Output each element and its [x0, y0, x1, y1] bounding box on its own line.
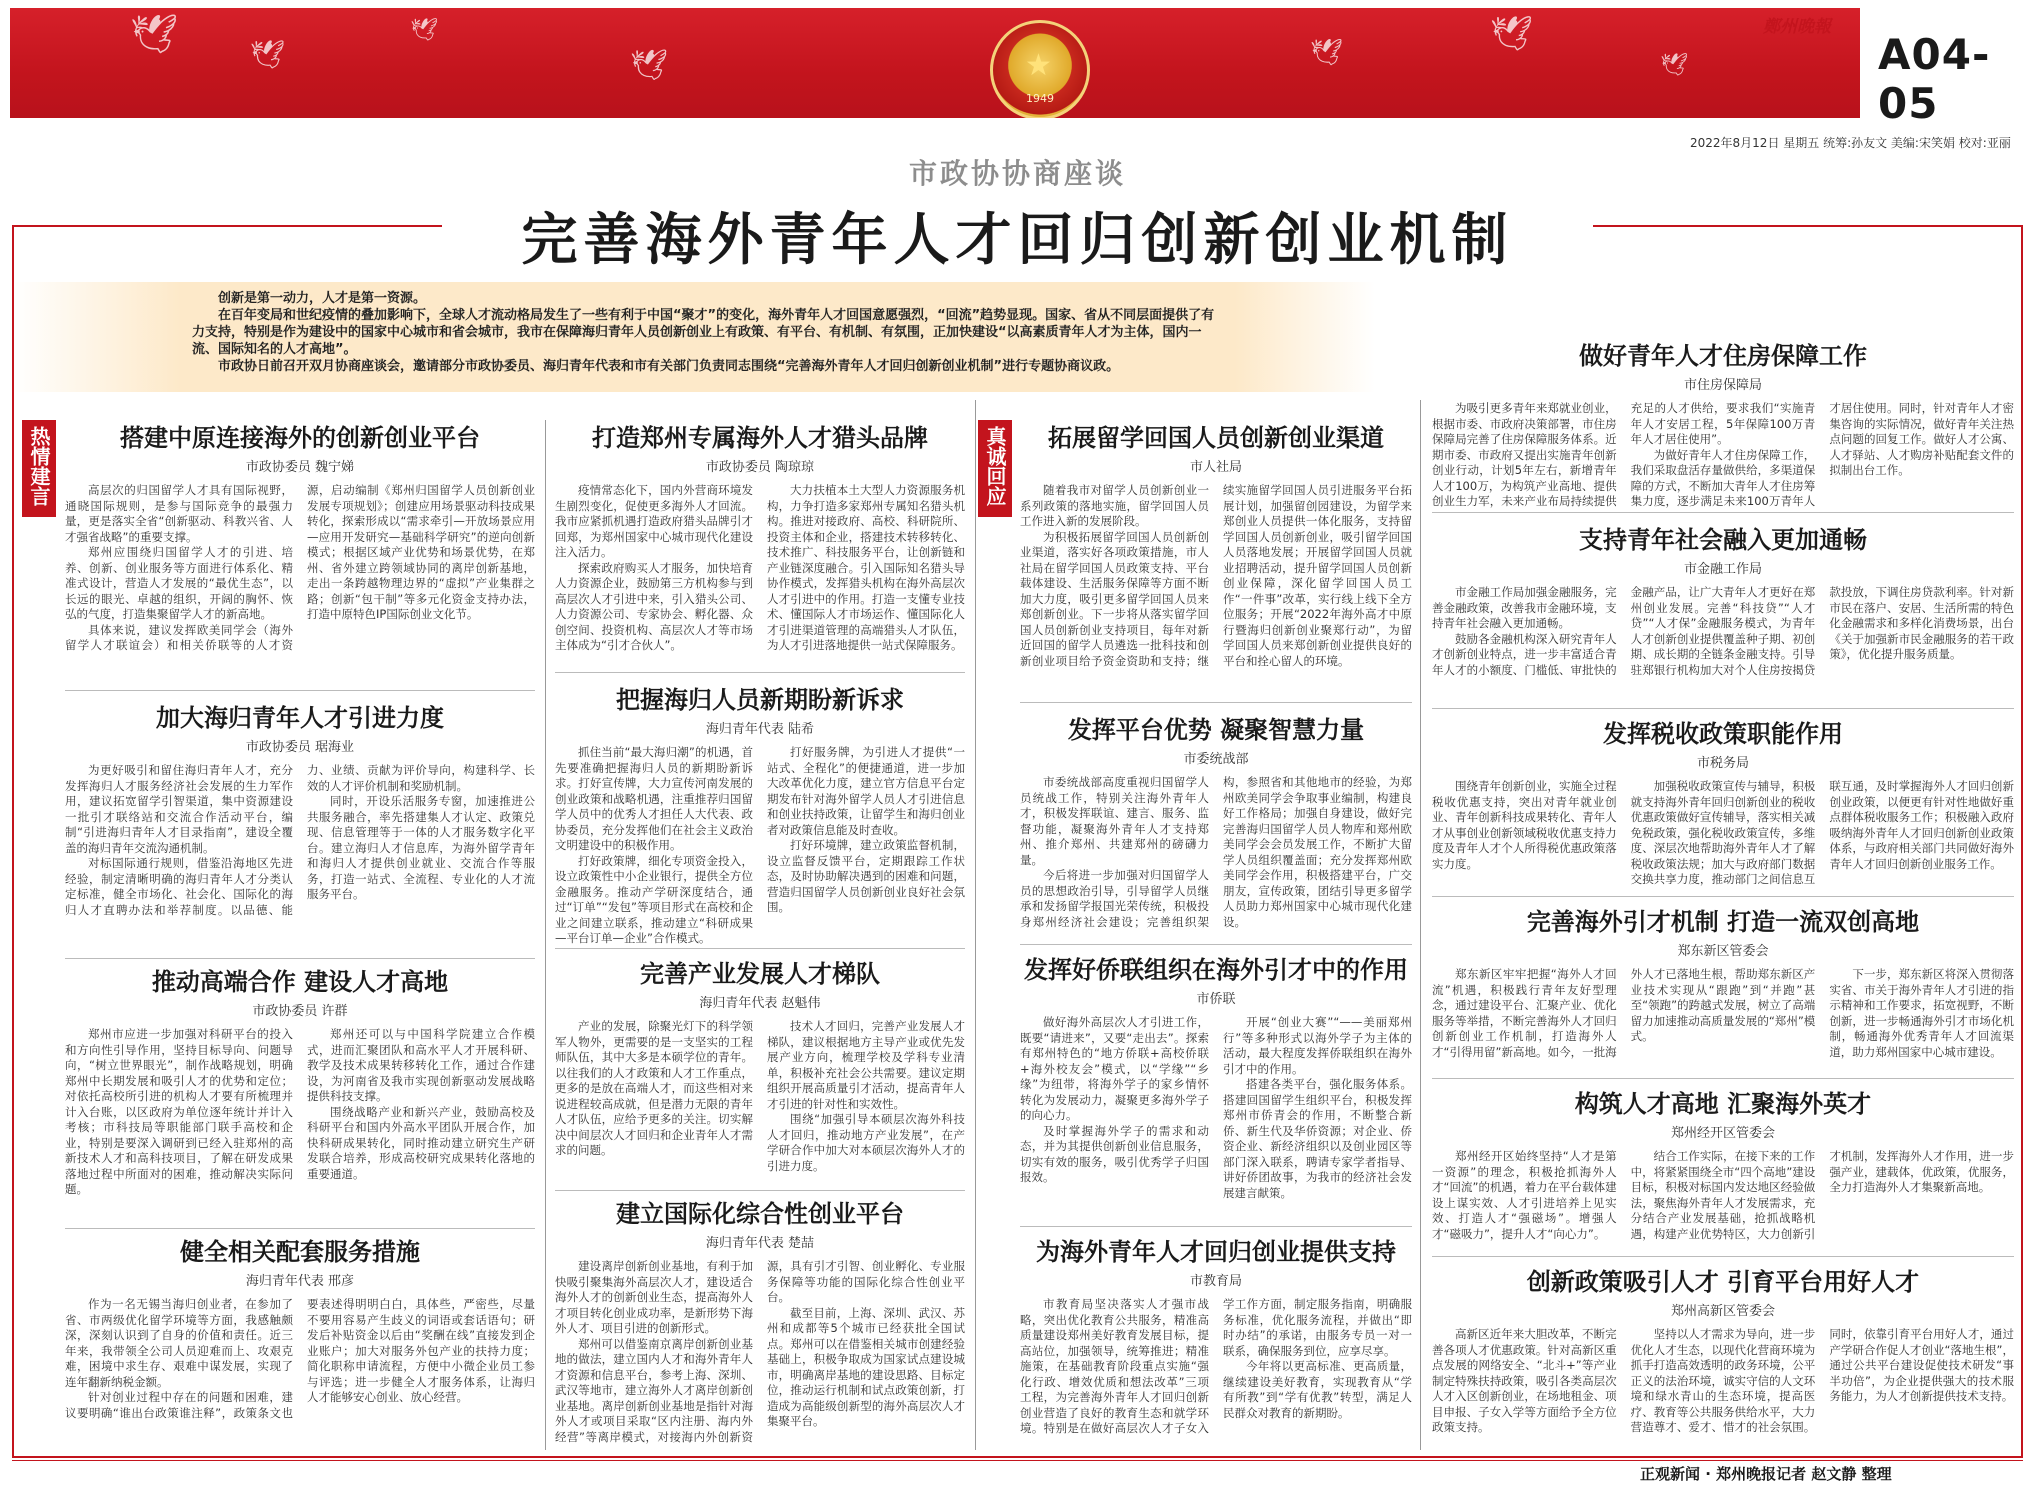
article-a9 — [1020, 418, 1412, 696]
article-separator — [555, 948, 965, 949]
article-separator — [65, 1228, 535, 1229]
article-title: 完善产业发展人才梯队 — [640, 960, 880, 988]
page-credit: 正观新闻 · 郑州晚报记者 赵文静 整理 — [1640, 1465, 1892, 1483]
dove-icon: 🕊 — [1310, 38, 1344, 68]
issue-meta: 2022年8月12日 星期五 统筹:孙友文 美编:宋笑娟 校对:亚丽 — [1690, 136, 2011, 150]
column-divider — [545, 420, 546, 1450]
article-a18 — [1432, 1262, 2014, 1452]
footer-rule — [12, 1460, 2023, 1461]
article-title: 发挥好侨联组织在海外引才中的作用 — [1024, 956, 1408, 984]
intro-paragraph: 市政协日前召开双月协商座谈会，邀请部分市政协委员、海归青年代表和市有关部门负责同志围绕“完善海外青年人才回归创新创业机制”进行专题协商议政。 — [218, 359, 1120, 374]
article-author: 市住房保障局 — [1683, 378, 1762, 393]
article-separator — [1020, 702, 1412, 703]
article-a5 — [555, 680, 965, 945]
article-a13 — [1432, 336, 2014, 508]
article-title: 搭建中原连接海外的创新创业平台 — [120, 424, 480, 452]
article-separator — [65, 690, 535, 691]
article-a11 — [1020, 950, 1412, 1222]
article-title: 加大海归青年人才引进力度 — [156, 704, 444, 732]
article-author: 市政协委员 许群 — [252, 1004, 348, 1019]
article-a16 — [1432, 902, 2014, 1072]
article-title: 健全相关配套服务措施 — [180, 1238, 420, 1266]
column-name: 市政协协商座谈 — [908, 157, 1126, 190]
article-title: 把握海归人员新期盼新诉求 — [616, 686, 904, 714]
article-author: 郑州经开区管委会 — [1670, 1126, 1775, 1141]
intro-fade-left — [12, 282, 180, 392]
section-tag-left: 热情建言 — [22, 420, 56, 517]
article-body: 市教育局坚决落实人才强市战略，突出优化教育公共服务，精准高质量建设郑州美好教育发展目标，提高站位，加强领导，统筹推进；精准施策，在基础教育阶段重点实施“强化行政、增效优质和想法改革”三项工程，为完善海外青年人才回归创新创业营造了良好的教育生态和就学环境。特别是在做好高层次人才子女入学工作方面，制定服务指南，明确服务标准，优化服务流程，并做出“即时办结”的承诺，由服务专员一对一联系，确保服务到位，应享尽享。 今年将以更高标准、更高质量，继续建设美好教育，实现教育从“学有所教”到“学有优教”转型，满足人民群众对教育的新期盼。 — [1020, 1297, 1412, 1435]
article-a17 — [1432, 1084, 2014, 1252]
article-author: 市委统战部 — [1183, 752, 1249, 767]
article-body: 随着我市对留学人员创新创业一系列政策的落地实施，留学回国人员工作进入新的发展阶段。 为积极拓展留学回国人员创新创业渠道，落实好各项政策措施，市人社局在留学回国人员政策支持、平台载体建设、生活服务保障等方面不断加大力度，吸引更多留学回国人员来郑创新创业。下一步将从落实留学回国人员创新创业支持项目，每年对新近回国的留学人员遴选一批科技和创新创业项目给予资金资助和支持；继续实施留学回国人员引进服务平台拓展计划，加强留创园建设，为留学来郑创业人员提供一体化服务，支持留学回国人员创新创业，吸引留学回国人员落地发展；开展留学回国人员就业招聘活动，提升留学回国人员创新创业保障，深化留学回国人员工作“一件事”改革，实行线上线下全方位服务；开展“2022年海外高才中原行暨海归创新创业聚郑行动”，为留学回国人员来郑创新创业提供良好的平台和拴心留人的环境。 — [1020, 483, 1412, 668]
article-separator — [555, 1190, 965, 1191]
article-a2 — [555, 418, 965, 663]
article-body: 市金融工作局加强金融服务，完善金融政策，改善我市金融环境，支持青年社会融入更加通畅。 鼓励各金融机构深入研究青年人才创新创业特点，进一步丰富适合青年人才的小额度、门槛低、审批快的金融产品，让广大青年人才更好在郑州创业发展。完善“科技贷”“人才贷”“人才保”金融服务模式，为青年人才创新创业提供覆盖种子期、初创期、成长期的全链条金融支持。引导驻郑银行机构加大对个人住房按揭贷款投放，下调住房贷款利率。针对新市民在落户、安居、生活所需的特色化金融需求和多样化消费场景，出台《关于加强新市民金融服务的若干政策》，优化提升服务质量。 — [1432, 585, 2014, 677]
paper-brand: 鄭州晚報 — [1763, 17, 1831, 37]
article-body: 郑州市应进一步加强对科研平台的投入和方向性引导作用，坚持目标导向、问题导向，“树立世界眼光”，制作战略规划，明确郑州中长期发展和吸引人才的优势和定位；对依托高校所引进的机构人才要有所梳理并计入台账，以区政府为单位逐年统计并计入考核；市科技局等职能部门联手高校和企业，特别是要深入调研到已经入驻郑州的高新技术人才和高科技项目，了解在研发成果落地过程中所面对的困难，推动解决实际问题。 郑州还可以与中国科学院建立合作模式，进而汇聚团队和高水平人才开展科研、教学及技术成果转移转化工作，通过合作建设，为河南省及我市实现创新驱动发展战略提供科技支撑。 围绕战略产业和新兴产业，鼓励高校及科研平台和国内外高水平团队开展合作，加快科研成果转化，同时推动建立研究生产研发联合培养，形成高校研究成果转化落地的重要通道。 — [65, 1027, 535, 1196]
article-body: 抓住当前“最大海归潮”的机遇，首先要准确把握海归人员的新期盼新诉求。打好宣传牌，大力宣传河南发展的创业政策和战略机遇，注重推荐归国留学人员中的优秀人才担任人大代表、政协委员，充分发挥他们在社会主义政治文明建设中的积极作用。 打好政策牌，细化专项资金投入，设立政策性中小企业银行，提供全方位金融服务。推动产学研深度结合，通过“订单”“发包”等项目形式在高校和企业之间建立联系，推动建立“科研成果—平台订单—企业”合作模式。 打好服务牌，为引进人才提供“一站式、全程化”的便捷通道，进一步加大改革优化力度，建立官方信息平台定期发布针对海外留学人员人才引进信息和创业扶持政策，让留学生和海归创业者对政策信息能及时查收。 打好环境牌，建立政策监督机制，设立监督反馈平台，定期跟踪工作状态，及时协助解决遇到的困难和问题，营造归国留学人员创新创业良好社会氛围。 — [555, 745, 965, 945]
article-title: 推动高端合作 建设人才高地 — [151, 968, 449, 996]
article-separator — [555, 672, 965, 673]
article-author: 市政协委员 魏宁娣 — [245, 460, 355, 475]
article-separator — [1432, 896, 2014, 897]
article-author: 市侨联 — [1196, 992, 1236, 1007]
article-body: 为更好吸引和留住海归青年人才，充分发挥海归人才服务经济社会发展的生力军作用，建议拓宽留学引智渠道，集中资源建设一批引才联络站和交流合作活动平台，编制“引进海归青年人才目录指南”，建设全覆盖的海归青年交流沟通机制。 对标国际通行规则，借鉴沿海地区先进经验，制定清晰明确的海归青年人才分类认定标准，健全市场化、社会化、国际化的海归人才直聘办法和举荐制度。以品德、能力、业绩、贡献为评价导向，构建科学、长效的人才评价机制和奖励机制。 同时，开设乐活服务专窗，加速推进公共服务融合，率先搭建集人才认定、政策兑现、信息管理等于一体的人才服务数字化平台。建立海归人才信息库，为海外留学青年和海归人才提供创业就业、交流合作等服务，打造一站式、全流程、专业化的人才流服务平台。 — [65, 763, 535, 917]
article-title: 创新政策吸引人才 引育平台用好人才 — [1526, 1268, 1920, 1296]
article-a8 — [65, 1232, 535, 1450]
article-title: 建立国际化综合性创业平台 — [616, 1200, 904, 1228]
article-body: 为吸引更多青年来郑就业创业，根据市委、市政府决策部署，市住房保障局完善了住房保障服务体系。近期市委、市政府又提出实施青年创新创业行动，计划5年左右，新增青年人才100万，为构筑产业高地、提供创业生力军，未来产业布局持续提供充足的人才供给，要求我们“实施青年人才安居工程，5年保障100万青年人才居住使用”。 为做好青年人才住房保障工作，我们采取盘活存量做供给，多渠道保障的方式，不断加大青年人才住房筹集力度，逐步满足未来100万青年人才居住使用。同时，针对青年人才密集咨询的实际情况，做好青年关注热点问题的回复工作。做好人才公寓、人才驿站、人才购房补贴配套文件的拟制出台工作。 — [1432, 401, 2014, 508]
article-a7 — [555, 1194, 965, 1450]
article-author: 海归青年代表 赵魁伟 — [699, 996, 821, 1011]
article-body: 围绕青年创新创业，实施全过程税收优惠支持，突出对青年就业创业、青年创新科技成果转化、青年人才从事创业创新领域税收优惠支持力度及青年人才个人所得税优惠政策落实力度。 加强税收政策宣传与辅导，积极就支持海外青年回归创新创业的税收优惠政策做好宣传辅导，落实相关减免税政策，强化税收政策宣传，多维度、深层次地帮助海外青年人才了解税收政策法规；加大与政府部门数据交换共享力度，推动部门之间信息互联互通，及时掌握海外人才回归创新创业政策，以便更有针对性地做好重点群体税收服务工作；积极融入政府吸纳海外青年人才回归创新创业政策体系，与政府相关部门共同做好海外青年人才回归创新创业服务工作。 — [1432, 779, 2014, 886]
article-a14 — [1432, 520, 2014, 702]
article-a12 — [1020, 1232, 1412, 1450]
article-body: 建设离岸创新创业基地，有利于加快吸引聚集海外高层次人才，建设适合海外人才的创新创业生态，提高海外人才项目转化创业成功率，是新形势下海外人才、项目引进的创新形式。 郑州可以借鉴南京离岸创新创业基地的做法，建立国内人才和海外青年人才资源和信息平台，参考上海、深圳、武汉等地市，建立海外人才离岸创新创业基地。离岸创新创业基地是指针对海外人才或项目采取“区内注册、海内外经营”等离岸模式，对接海内外创新资源，具有引才引智、创业孵化、专业服务保障等功能的国际化综合性创业平台。 截至目前，上海、深圳、武汉、苏州和成都等5个城市已经获批全国试点。郑州可以在借鉴相关城市创建经验基础上，积极争取成为国家试点建设城市，明确离岸基地的建设思路、目标定位，推动运行机制和试点政策创新，打造成为高能级创新型的海外高层次人才集聚平台。 — [555, 1259, 965, 1444]
article-body: 做好海外高层次人才引进工作，既要“请进来”，又要“走出去”。探索有郑州特色的“地方侨联+高校侨联+海外校友会”模式，以“学缘”“乡缘”为纽带，将海外学子的家乡情怀转化为发展动力，凝聚更多海外学子的向心力。 及时掌握海外学子的需求和动态，并为其提供创新创业信息服务，切实有效的服务，吸引优秀学子归国报效。 开展“创业大赛”“——美丽郑州行”等多种形式以海外学子为主体的活动，最大程度发挥侨联组织在海外引才中的作用。 搭建各类平台，强化服务体系。搭建回国留学生组织平台，积极发挥郑州市侨青会的作用，不断整合新侨、新生代及华侨资源；对企业、侨资企业、新经济组织以及创业园区等部门深入联系，聘请专家学者指导、讲好侨团故事，为我市的经济社会发展建言献策。 — [1020, 1015, 1412, 1200]
article-a15 — [1432, 714, 2014, 890]
article-body: 疫情常态化下，国内外营商环境发生剧烈变化，促使更多海外人才回流。我市应紧抓机遇打造政府猎头品牌引才回郑，为郑州国家中心城市现代化建设注入活力。 探索政府购买人才服务，加快培育人力资源企业，鼓励第三方机构参与到高层次人才引进中来，引入猎头公司、人力资源公司、专家协会、孵化器、众创空间、投资机构、高层次人才等市场主体成为“引才合伙人”。 大力扶植本土大型人力资源服务机构，力争打造多家郑州专属知名猎头机构。推进对接政府、高校、科研院所、投资主体和企业，搭建技术转移转化、技术推广、科技服务平台，让创新链和产业链深度融合。引入国际知名猎头导协作模式，发挥猎头机构在海外高层次人才引进中的作用。打造一支懂专业技术、懂国际人才市场运作、懂国际化人才引进渠道管理的高端猎头人才队伍，为人才引进落地提供一站式保障服务。 — [555, 483, 965, 652]
dove-icon: 🕊 — [410, 18, 438, 43]
article-author: 市税务局 — [1696, 756, 1749, 771]
page-title: 完善海外青年人才回归创新创业机制 — [521, 207, 1514, 273]
article-title: 做好青年人才住房保障工作 — [1579, 342, 1867, 370]
page-number: A04-05 — [1878, 30, 1991, 128]
dove-icon: 🕊 — [1490, 14, 1534, 54]
article-separator — [1020, 1226, 1412, 1227]
article-a1 — [65, 418, 535, 680]
article-separator — [65, 958, 535, 959]
article-separator — [1432, 512, 2014, 513]
article-author: 市金融工作局 — [1683, 562, 1762, 577]
article-a4 — [65, 962, 535, 1222]
article-body: 作为一名无锡当海归创业者，在参加了省、市两级优化留学环境等方面，我感触颇深，深刻认识到了自身的价值和责任。近三年来，我带领全公司人员迎难而上、攻艰克难，困境中求生存、艰难中谋发展，实现了连年翻新纳税金额。 针对创业过程中存在的问题和困难，建议要明确“谁出台政策谁注释”，政策条文也要表述得明明白白，具体些，严密些，尽量不要用容易产生歧义的词语或套话语句；研发后补贴资金以后由“奖酬在线”直接发到企业账户；加大对服务外包产业的扶持力度；简化职称申请流程，方便中小微企业员工参与评选；进一步健全人才服务体系，让海归人才能够安心创业、放心经营。 — [65, 1297, 535, 1420]
article-author: 海归青年代表 楚喆 — [705, 1236, 815, 1251]
article-a6 — [555, 954, 965, 1184]
article-author: 郑东新区管委会 — [1677, 944, 1769, 959]
article-title: 为海外青年人才回归创业提供支持 — [1036, 1238, 1396, 1266]
section-tag-middle: 真诚回应 — [978, 420, 1012, 517]
article-separator — [1020, 944, 1412, 945]
article-a3 — [65, 698, 535, 956]
dove-icon: 🕊 — [250, 38, 286, 71]
star-icon: ★ — [1025, 48, 1052, 83]
intro-paragraph: 在百年变局和世纪疫情的叠加影响下，全球人才流动格局发生了一些有利于中国“聚才”的变化，海外青年人才回国意愿强烈，“回流”趋势显现。国家、省从不同层面提供了有力支持，特别是作为建设中的国家中心城市和省会城市，我市在保障海归青年人员创新创业上有政策、有平台、有机制、有氛围，正加快建设“以高素质青年人才为主体，国内一流、国际知名的人才高地”。 — [192, 308, 1215, 357]
article-body: 高新区近年来大胆改革，不断完善各项人才优惠政策。针对高新区重点发展的网络安全、“北斗+”等产业制定特殊扶持政策，吸引各类高层次人才入区创新创业，在场地租金、项目申报、子女入学等方面给予全方位政策支持。 坚持以人才需求为导向，进一步优化人才生态，以现代化营商环境为抓手打造高效透明的政务环境，公平正义的法治环境，诚实守信的人文环境和绿水青山的生态环境，提高医疗、教育等公共服务供给水平，大力营造尊才、爱才、惜才的社会氛围。同时，依靠引育平台用好人才，通过产学研合作促人才创业“落地生根”，通过公共平台建设促使技术研发“事半功倍”，为企业提供强大的技术服务能力，为人才创新提供技术支持。 — [1432, 1327, 2014, 1434]
article-author: 市政协委员 陶琼琼 — [705, 460, 815, 475]
article-author: 市人社局 — [1189, 460, 1242, 475]
intro-paragraph: 创新是第一动力，人才是第一资源。 — [218, 291, 427, 306]
article-body: 产业的发展，除聚光灯下的科学领军人物外，更需要的是一支坚实的工程师队伍，其中大多是本硕学位的青年。以往我们的人才政策和人才工作重点，更多的是放在高端人才，而这些相对来说进程较高成就，但是潜力无限的青年人才队伍，应给予更多的关注。切实解决中间层次人才回归和企业青年人才需求的问题。 技术人才回归，完善产业发展人才梯队，建议根据地方主导产业或优先发展产业方向，梳理学校及学科专业清单，积极补充社会公共需要。建议定期组织开展高质量引才活动，提高青年人才引进的针对性和实效性。 围绕“加强引导本硕层次海外科技人才回归，推动地方产业发展”，在产学研合作中加大对本硕层次海外人才的引进力度。 — [555, 1019, 965, 1173]
article-author: 郑州高新区管委会 — [1670, 1304, 1775, 1319]
dove-icon: 🕊 — [1660, 53, 1688, 78]
article-body: 郑东新区牢牢把握“海外人才回流”机遇，积极践行青年友好型理念，通过建设平台、汇聚产业、优化服务等举措，不断完善海外人才回归创新创业工作机制，打造海外人才“引得用留”新高地。如今，一批海外人才已落地生根，帮助郑东新区产业技术实现从“跟跑”到“并跑”甚至“领跑”的跨越式发展，树立了高端留力加速推动高质量发展的“郑州”模式。 下一步，郑东新区将深入贯彻落实省、市关于海外青年人才引进的指示精神和工作要求，拓宽视野，不断创新，进一步畅通海外引才市场化机制，畅通海外优秀青年人才回流渠道，助力郑州国家中心城市建设。 — [1432, 967, 2014, 1059]
dove-icon: 🕊 — [630, 48, 669, 83]
column-divider — [975, 400, 976, 1450]
intro-box — [180, 282, 1235, 392]
article-author: 市教育局 — [1189, 1274, 1242, 1289]
article-title: 拓展留学回国人员创新创业渠道 — [1048, 424, 1384, 452]
article-separator — [1432, 1078, 2014, 1079]
article-author: 市政协委员 琚海业 — [245, 740, 355, 755]
article-title: 支持青年社会融入更加通畅 — [1579, 526, 1867, 554]
column-divider — [1420, 400, 1421, 1450]
article-author: 海归青年代表 邢彦 — [245, 1274, 355, 1289]
masthead-banner — [10, 8, 2025, 118]
emblem-year: 1949 — [1026, 92, 1054, 105]
article-body: 高层次的归国留学人才具有国际视野，通晓国际规则，是参与国际竞争的最强力量，更是落实全省“创新驱动、科教兴省、人才强省战略”的重要支撑。 郑州应围绕归国留学人才的引进、培养、创新、创业服务等方面进行体系化、精准式设计，营造人才发展的“最优生态”，以长远的眼光、卓越的组织，开阔的胸怀、恢弘的气度，打造集聚留学人才的新高地。 具体来说，建议发挥欧美同学会（海外留学人才联谊会）和相关侨联等的人才资源，启动编制《郑州归国留学人员创新创业发展专项规划》；创建应用场景驱动科技成果转化，探索形成以“需求牵引—开放场景应用—应用开发研究—基础科学研究”的逆向创新模式；根据区域产业优势和场景优势，在郑州、省外建立跨领域协同的离岸创新基地，走出一条跨越物理边界的“虚拟”产业集群之路；创新“包干制”等多元化资金支持办法，打造中原特色IP国际创业文化节。 — [65, 483, 535, 652]
intro-fade-right — [1235, 282, 1375, 392]
article-body: 郑州经开区始终坚持“人才是第一资源”的理念，积极抢抓海外人才“回流”的机遇，着力在平台载体建设上谋实效、人才引进培养上见实效、打造人才“强磁场”。增强人才“磁吸力”，提升人才“向心力”。 结合工作实际，在接下来的工作中，将紧紧围绕全市“四个高地”建设目标，积极对标国内发达地区经验做法，聚焦海外青年人才发展需求，充分结合产业发展基础，抢抓战略机遇，构建产业优势特区，大力创新引才机制，发挥海外人才作用，进一步强产业，建载体，优政策，优服务，全力打造海外人才集聚新高地。 — [1432, 1149, 2014, 1241]
article-separator — [1432, 708, 2014, 709]
article-a10 — [1020, 710, 1412, 942]
article-separator — [1432, 1256, 2014, 1257]
article-author: 海归青年代表 陆希 — [705, 722, 815, 737]
article-title: 发挥平台优势 凝聚智慧力量 — [1067, 716, 1365, 744]
article-title: 打造郑州专属海外人才猎头品牌 — [592, 424, 928, 452]
article-body: 市委统战部高度重视归国留学人员统战工作，特别关注海外青年人才，积极发挥联谊、建言、服务、监督功能，凝聚海外青年人才支持郑州、推介郑州、共建郑州的磅礴力量。 今后将进一步加强对归国留学人员的思想政治引导，引导留学人员继承和发扬留学报国光荣传统，积极投身郑州经济社会建设；完善组织架构，参照省和其他地市的经验，为郑州欧美同学会争取事业编制，构建良好工作格局；加强自身建设，做好完完善海归国留学人员人物库和郑州欧美同学会会员发展工作，不断扩大留学人员组织覆盖面；充分发挥郑州欧美同学会作用，积极搭建平台，广交朋友，宣传政策，团结引导更多留学人员助力郑州国家中心城市现代化建设。 — [1020, 775, 1412, 929]
article-title: 完善海外引才机制 打造一流双创高地 — [1526, 908, 1920, 936]
dove-icon: 🕊 — [130, 12, 179, 56]
article-title: 构筑人才高地 汇聚海外英才 — [1574, 1090, 1872, 1118]
article-title: 发挥税收政策职能作用 — [1603, 720, 1843, 748]
